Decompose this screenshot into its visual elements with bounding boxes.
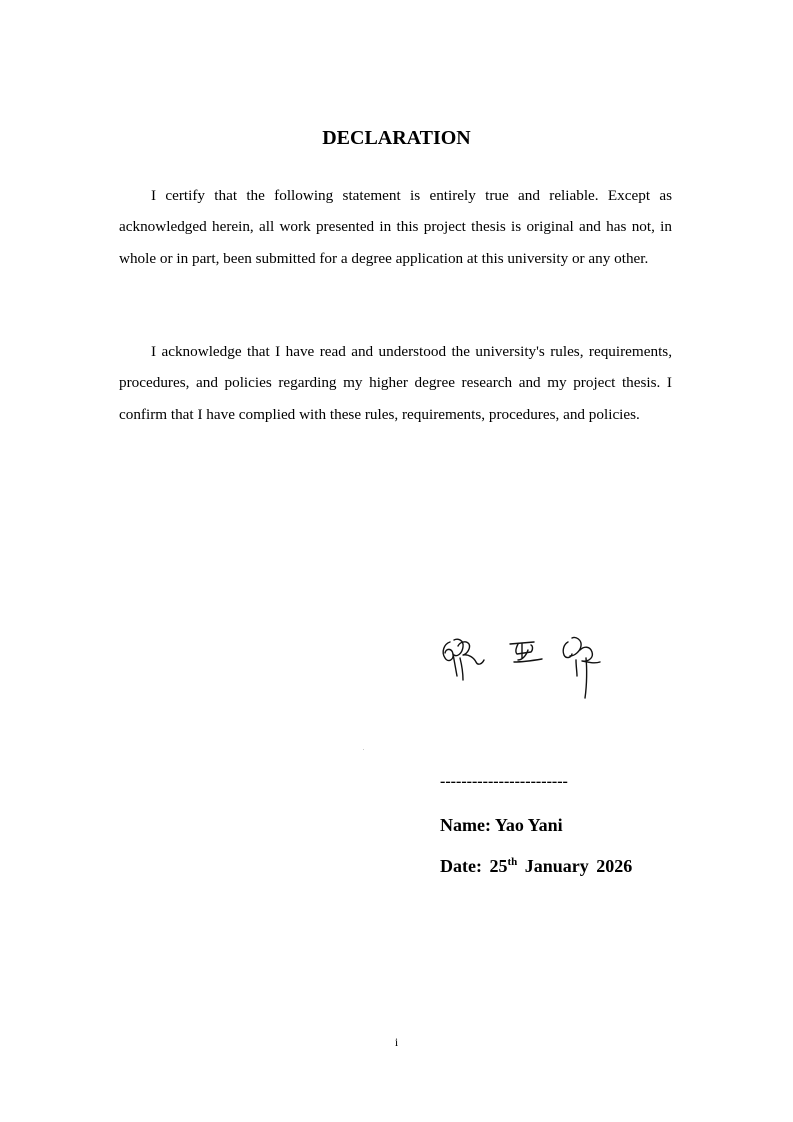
date-day: 25 [489,856,508,876]
page-number: i [394,1035,399,1049]
declaration-title: DECLARATION [322,127,471,149]
acknowledgement-paragraph: I acknowledge that I have read and understood the university's rules, requirements, procedures, and policies regarding my higher degree research and my project thesis. I confirm that I have complied with these rules, requirements, procedures, and policies. [119,343,672,423]
date-month-year: January 2026 [524,856,633,876]
signature-line: ------------------------ [440,773,568,790]
certification-paragraph: I certify that the following statement is entirely true and reliable. Except as acknowledged herein, all work presented in this project thesis is original and has not, in whole or in part, been submitted for a degree application at this university or any other. [119,187,672,267]
date-line [440,854,632,878]
name-label: Name: [440,815,491,835]
scan-speck [363,749,364,750]
name-value: Yao Yani [494,815,563,835]
date-label: Date: [440,856,482,876]
handwritten-signature [436,628,606,704]
date-suffix: th [507,856,518,868]
name-line [440,813,563,837]
